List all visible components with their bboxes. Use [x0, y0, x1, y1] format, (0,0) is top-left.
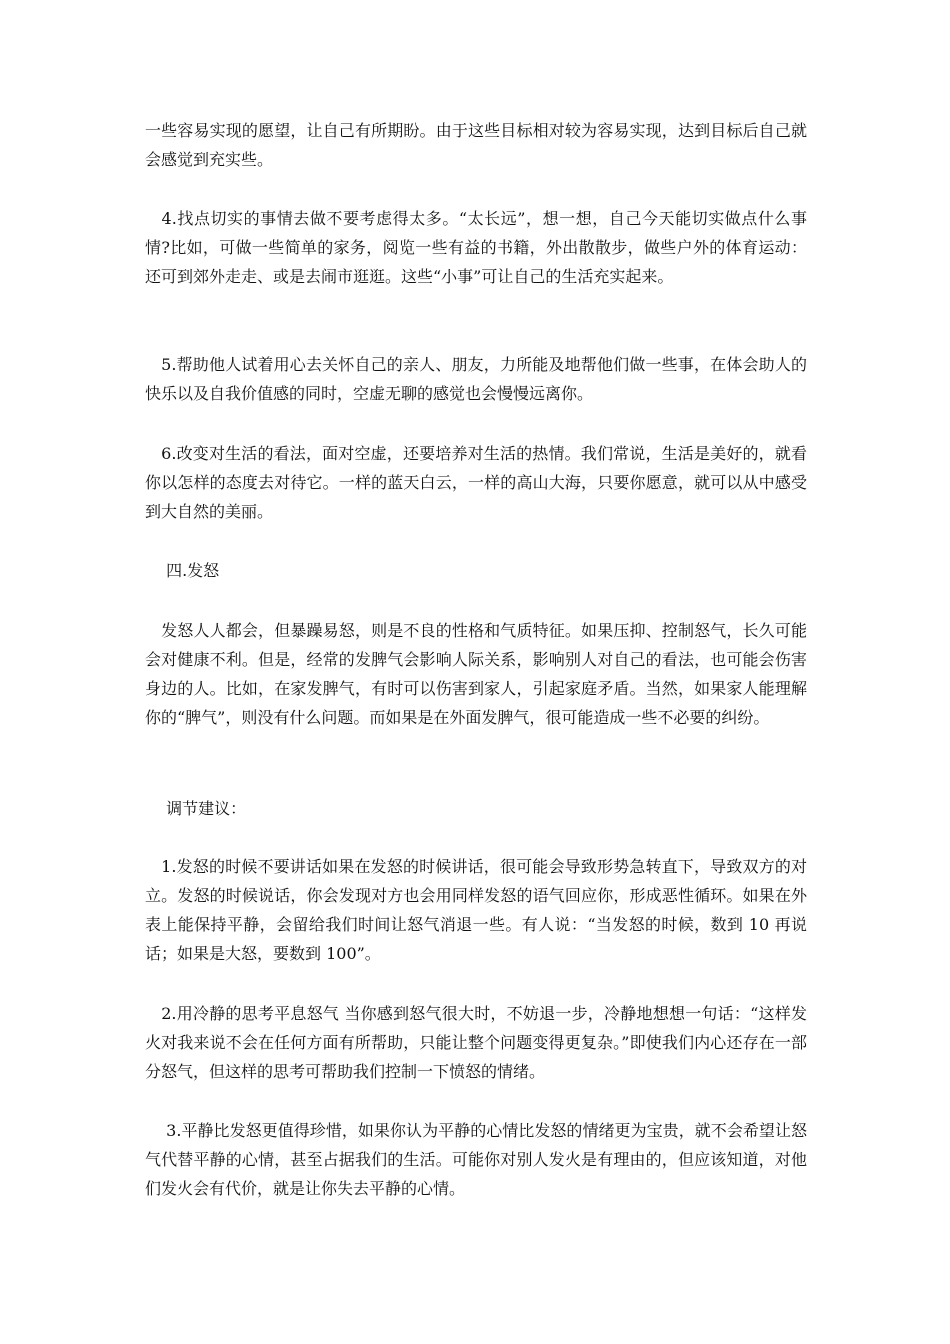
paragraph-anger-intro: 发怒人人都会，但暴躁易怒，则是不良的性格和气质特征。如果压抑、控制怒气，长久可能会对健康不利。但是，经常的发脾气会影响人际关系，影响别人对自己的看法，也可能会伤害身边的人。比如，在家发脾气，有时可以伤害到家人，引起家庭矛盾。当然，如果家人能理解你的“脾气”，则没有什么问题。而如果是在外面发脾气，很可能造成一些不必要的纠纷。: [145, 621, 807, 727]
paragraph-tip-6: 6.改变对生活的看法，面对空虚，还要培养对生活的热情。我们常说，生活是美好的，就看你以怎样的态度去对待它。一样的蓝天白云，一样的高山大海，只要你愿意，就可以从中感受到大自然的美丽。: [145, 444, 807, 521]
section-heading-anger: 四.发怒: [145, 561, 220, 580]
paragraph-advice-3: 3.平静比发怒更值得珍惜，如果你认为平静的心情比发怒的情绪更为宝贵，就不会希望让怒气代替平静的心情，甚至占据我们的生活。可能你对别人发火是有理由的，但应该知道，对他们发火会有代价，就是让你失去平静的心情。: [145, 1121, 807, 1198]
subheading-advice: 调节建议：: [145, 799, 247, 818]
paragraph-tip-5: 5.帮助他人试着用心去关怀自己的亲人、朋友，力所能及地帮他们做一些事，在体会助人的快乐以及自我价值感的同时，空虚无聊的感觉也会慢慢远离你。: [145, 355, 807, 403]
paragraph-advice-2: 2.用冷静的思考平息怒气 当你感到怒气很大时，不妨退一步，冷静地想想一句话：“这样发火对我来说不会在任何方面有所帮助，只能让整个问题变得更复杂。”即使我们内心还存在一部分怒气，但这样的思考可帮助我们控制一下愤怒的情绪。: [145, 1004, 807, 1081]
paragraph-advice-1: 1.发怒的时候不要讲话如果在发怒的时候讲话，很可能会导致形势急转直下，导致双方的对立。发怒的时候说话，你会发现对方也会用同样发怒的语气回应你，形成恶性循环。如果在外表上能保持平静，会留给我们时间让怒气消退一些。有人说：“当发怒的时候，数到 10 再说话；如果是大怒，要数到 100”。: [145, 857, 807, 963]
paragraph-tip-4: 4.找点切实的事情去做不要考虑得太多。“太长远”，想一想，自己今天能切实做点什么事情?比如，可做一些简单的家务，阅览一些有益的书籍，外出散散步，做些户外的体育运动：还可到郊外走走、或是去闹市逛逛。这些“小事”可让自己的生活充实起来。: [145, 209, 807, 286]
paragraph-continuation: 一些容易实现的愿望，让自己有所期盼。由于这些目标相对较为容易实现，达到目标后自己就会感觉到充实些。: [145, 121, 807, 169]
